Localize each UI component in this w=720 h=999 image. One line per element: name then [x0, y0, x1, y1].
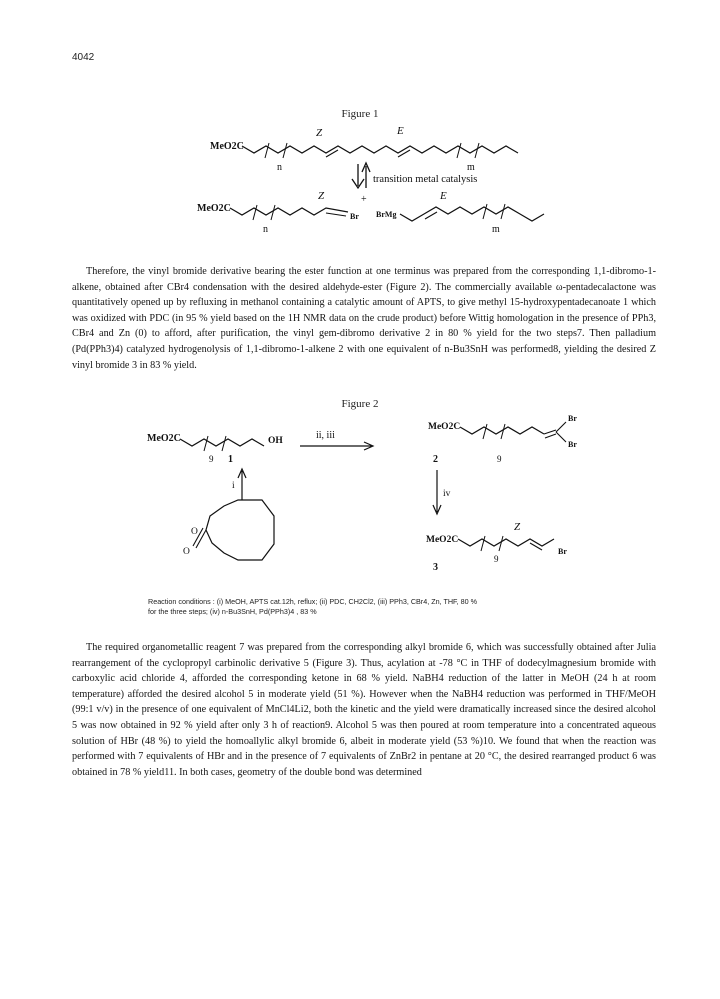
fig1-top-m-bracket [457, 143, 479, 158]
fig2-arrow1-label: ii, iii [316, 430, 335, 441]
figure-2-caption [148, 597, 568, 617]
fig2-lactone-ring-oxygen: O [191, 527, 198, 537]
fig1-top-n-label: n [277, 162, 282, 173]
fig1-top-e-label: E [397, 125, 404, 137]
fig2-c2-repeat-count: 9 [497, 454, 502, 464]
fig2-arrow-iv [433, 470, 441, 514]
fig1-bottom-z-double-bond [326, 213, 346, 216]
fig1-brmg-label: BrMg [376, 210, 397, 219]
fig1-top-m-label: m [467, 162, 475, 173]
fig1-plus-sign: + [361, 194, 367, 205]
fig1-bottom-right-chain [400, 207, 544, 221]
fig1-top-e-double-bond [398, 150, 410, 157]
figure-1-title: Figure 1 [341, 108, 379, 120]
fig1-bottom-br-label: Br [350, 212, 359, 221]
fig2-c3-double-bond [530, 543, 542, 550]
fig2-c3-repeat-count: 9 [494, 554, 499, 564]
fig2-c3-bracket [481, 536, 503, 551]
figure-2-scheme [0, 408, 720, 593]
caption-line-1: Reaction conditions : (i) MeOH, APTS cat.12h, reflux; (ii) PDC, CH2Cl2, (iii) PPh3, CBr4, Zn, THF, 80 % [148, 597, 477, 606]
fig2-c2-br-bottom: Br [568, 440, 577, 449]
fig2-arrow-i [238, 469, 246, 500]
fig1-bottom-n-label: n [263, 224, 268, 235]
fig2-c2-double-bond [544, 430, 556, 438]
fig2-lactone-ring [206, 500, 274, 560]
fig2-arrow-i-label: i [232, 481, 235, 491]
fig1-bottom-z-label: Z [318, 190, 325, 202]
fig1-arrow-label: transition metal catalysis [373, 174, 478, 185]
fig2-arrow-ii-iii [300, 442, 373, 450]
fig2-c2-br-top: Br [568, 414, 577, 423]
paragraph-1: Therefore, the vinyl bromide derivative bearing the ester function at one terminus was prepared from the corresponding 1,1-dibromo-1-alkene, obtained after CBr4 condensation with the desired aldehyde-ester (Figure 2). The commercially available ω-pentadecalactone was quantitatively opened up by refluxing in methanol containing a catalytic amount of APTS, to give methyl 15-hydroxypentadecanoate 1 which was oxidized with PDC (in 95 % yield based on the 1H NMR data on the crude product) before Wittig homologation in the presence of PPh3, CBr4 and Zn (0) to afford, after purification, the vinyl gem-dibromo derivative 2 in 80 % yield for the two steps7. Then palladium (Pd(PPh3)4) catalyzed hydrogenolysis of 1,1-dibromo-1-alkene 2 with one equivalent of n-Bu3SnH was performed8, yielding the desired Z vinyl bromide 3 in 83 % yield. [72, 266, 656, 371]
fig2-c2-bracket [483, 424, 505, 439]
fig1-retro-arrow-up [362, 163, 370, 188]
paragraph-2: The required organometallic reagent 7 was prepared from the corresponding alkyl bromide 6, which was successfully obtained after Julia rearrangement of the cyclopropyl carbinolic derivative 5 (Figure 3). Thus, acylation at -78 °C in THF of dodecylmagnesium bromide with carboxylic acid chloride 4, afforded the corresponding ketone in 68 % yield. NaBH4 reduction of the latter in MeOH (24 h at room temperature) afforded the desired alcohol 5 in moderate yield (51 %). However when the NaBH4 reduction was performed in THF/MeOH (99:1 v/v) in the presence of one equivalent of MnCl4Li2, both the kinetic and the yield were dramatically increased since the desired alcohol 5 was now obtained in 92 % yield after only 3 h of reaction9. Alcohol 5 was then poured at room temperature into a concentrated aqueous solution of HBr (48 %) to yield the homoallylic alkyl bromide 6, albeit in moderate yield (53 %)10. We found that when the reaction was performed with 7 equivalents of HBr and in the presence of 7 equivalents of ZnBr2 in pentane at 20 °C, the desired rearranged product 6 was obtained in 78 % yield11. In both cases, geometry of the double bond was determined [72, 642, 656, 778]
fig1-bottom-ester-label: MeO2C [197, 203, 231, 214]
fig2-c2-chain [460, 427, 544, 434]
fig2-c1-ester-label: MeO2C [147, 433, 181, 444]
figure-1-scheme [0, 120, 720, 240]
fig2-c2-ester-label: MeO2C [428, 422, 461, 432]
fig2-c2-number: 2 [433, 454, 438, 465]
fig1-top-z-double-bond [326, 150, 338, 157]
fig1-bottom-n-bracket [253, 205, 275, 220]
fig1-bottom-e-label: E [440, 190, 447, 202]
fig1-retro-arrow-down [352, 164, 364, 188]
fig2-c1-chain [180, 439, 264, 446]
fig2-c3-ester-label: MeO2C [426, 535, 459, 545]
fig2-arrow-iv-label: iv [443, 489, 451, 499]
fig2-c2-br-bonds [556, 422, 566, 442]
fig1-top-z-label: Z [316, 127, 323, 139]
page-number: 4042 [72, 52, 95, 63]
fig2-c1-number: 1 [228, 454, 233, 465]
fig1-top-ester-label: MeO2C [210, 141, 244, 152]
fig1-bottom-m-label: m [492, 224, 500, 235]
figure-2-title: Figure 2 [341, 398, 379, 410]
fig2-c1-oh-label: OH [268, 436, 283, 446]
fig2-c1-repeat-count: 9 [209, 454, 214, 464]
fig2-c1-bracket [204, 436, 226, 451]
caption-line-2: for the three steps; (iv) n-Bu3SnH, Pd(PPh3)4 , 83 % [148, 607, 317, 616]
fig2-c3-br-label: Br [558, 547, 567, 556]
fig2-c3-chain [458, 539, 554, 546]
fig1-bottom-m-bracket [483, 204, 505, 219]
fig2-c3-number: 3 [433, 562, 438, 573]
fig1-top-n-bracket [265, 143, 287, 158]
fig2-lactone-carbonyl-oxygen: O [183, 547, 190, 557]
fig2-c3-z-label: Z [514, 521, 521, 533]
